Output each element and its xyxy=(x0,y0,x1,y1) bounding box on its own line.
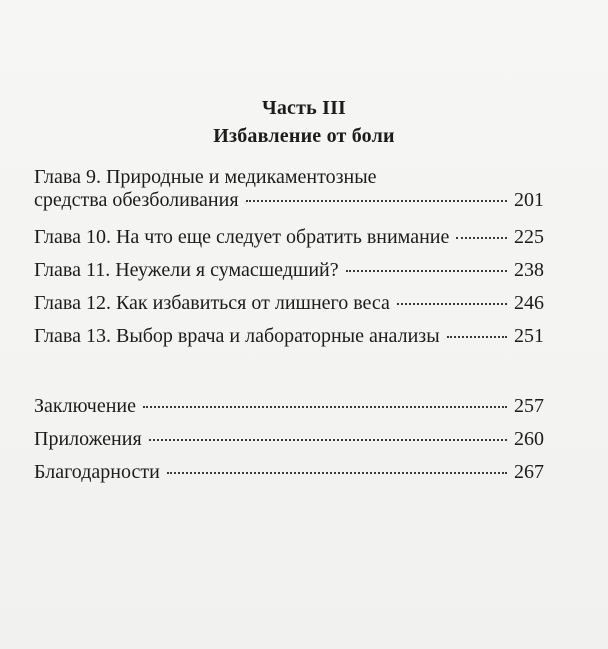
dot-leader xyxy=(447,336,507,338)
toc-entry-label: Заключение xyxy=(34,395,136,417)
dot-leader xyxy=(149,439,507,441)
toc-page-number: 267 xyxy=(514,461,544,483)
toc-entry-label: Глава 12. Как избавиться от лишнего веса xyxy=(34,292,390,314)
toc-entry-chapter-9-line-1: Глава 9. Природные и медикаментозные xyxy=(34,166,377,188)
dot-leader xyxy=(397,303,507,305)
toc-page-number: 251 xyxy=(514,325,544,347)
dot-leader xyxy=(167,472,507,474)
dot-leader xyxy=(143,406,507,408)
toc-page-number: 257 xyxy=(514,395,544,417)
toc-page-number: 238 xyxy=(514,259,544,281)
toc-entry-chapter-12 xyxy=(34,291,544,315)
toc-entry-chapter-13 xyxy=(34,324,544,348)
toc-page-number: 201 xyxy=(514,189,544,211)
toc-entry-chapter-9 xyxy=(34,188,544,212)
dot-leader xyxy=(346,270,507,272)
toc-page-number: 260 xyxy=(514,428,544,450)
toc-entry-appendices xyxy=(34,427,544,451)
toc-page-number: 246 xyxy=(514,292,544,314)
dot-leader xyxy=(456,237,507,239)
dot-leader xyxy=(246,200,507,202)
toc-entry-chapter-10 xyxy=(34,225,544,249)
toc-entry-conclusion xyxy=(34,394,544,418)
part-title: Избавление от боли xyxy=(213,125,395,147)
toc-entry-label: Приложения xyxy=(34,428,142,450)
toc-entry-label: средства обезболивания xyxy=(34,189,239,211)
part-number: Часть III xyxy=(261,97,347,119)
toc-page-number: 225 xyxy=(514,226,544,248)
toc-entry-acknowledgements xyxy=(34,460,544,484)
toc-entry-label: Глава 11. Неужели я сумасшедший? xyxy=(34,259,339,281)
toc-entry-label: Глава 10. На что еще следует обратить внимание xyxy=(34,226,450,248)
toc-entry-label: Глава 13. Выбор врача и лабораторные анализы xyxy=(34,325,440,347)
toc-entry-chapter-11 xyxy=(34,258,544,282)
toc-entry-label: Благодарности xyxy=(34,461,160,483)
